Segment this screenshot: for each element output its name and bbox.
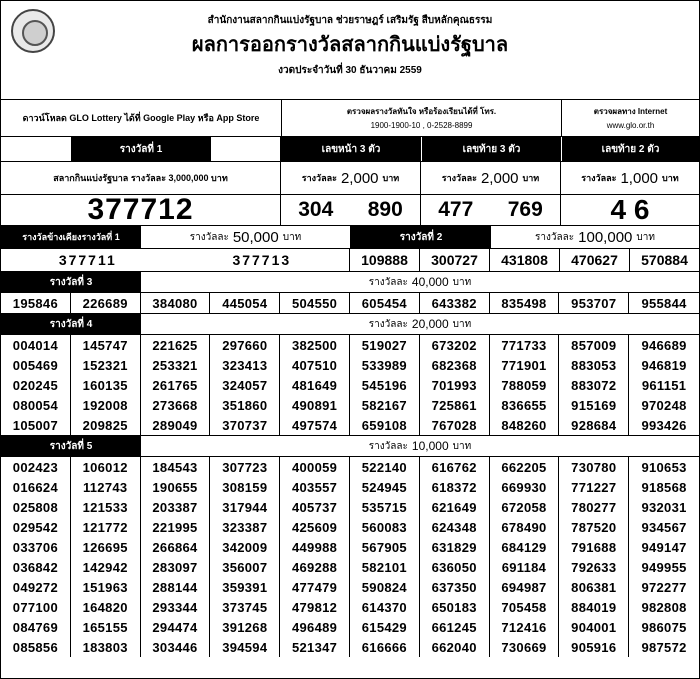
prize4-row xyxy=(1,355,699,375)
prize-number: 221995 xyxy=(141,517,211,537)
prize-number: 730780 xyxy=(559,457,629,477)
prize-number: 308159 xyxy=(210,477,280,497)
prize4-row xyxy=(1,375,699,395)
prize-number: 848260 xyxy=(490,415,560,435)
prize-number: 791688 xyxy=(559,537,629,557)
blank-cell xyxy=(1,137,71,161)
prize-number: 036842 xyxy=(1,557,71,577)
app-download-note: ดาวน์โหลด GLO Lottery ได้ที่ Google Play หรือ App Store xyxy=(1,100,282,136)
prize-number: 560083 xyxy=(350,517,420,537)
prize-number: 307723 xyxy=(210,457,280,477)
prize-number: 016624 xyxy=(1,477,71,497)
back2-number: 4 6 xyxy=(610,194,650,225)
prize-number: 370737 xyxy=(210,415,280,435)
prize-number: 535715 xyxy=(350,497,420,517)
prize-number: 792633 xyxy=(559,557,629,577)
internet-check-box xyxy=(562,100,699,136)
prize-number: 636050 xyxy=(420,557,490,577)
front3-number: 304 xyxy=(298,198,334,221)
prize-amount-row xyxy=(1,162,699,195)
prize-number: 672058 xyxy=(490,497,560,517)
back3-numbers xyxy=(421,195,561,225)
prize-number: 342009 xyxy=(210,537,280,557)
prize-number: 662205 xyxy=(490,457,560,477)
prize-number: 650183 xyxy=(420,597,490,617)
prize-number: 294474 xyxy=(141,617,211,637)
prize-number: 910653 xyxy=(641,459,687,475)
prize-number: 049272 xyxy=(1,577,71,597)
prize-number: 253321 xyxy=(141,355,211,375)
prize-number: 351860 xyxy=(210,395,280,415)
prize-number: 303446 xyxy=(141,637,211,657)
blank-cell xyxy=(211,137,281,161)
prize-number: 080054 xyxy=(1,395,71,415)
main-numbers-row xyxy=(1,195,699,226)
prize-number: 391268 xyxy=(210,617,280,637)
prize-number: 273668 xyxy=(141,395,211,415)
prize-number: 918568 xyxy=(641,479,687,495)
back2-heading: เลขท้าย 2 ตัว xyxy=(561,137,699,161)
prize-number: 673202 xyxy=(420,335,490,355)
prize-number: 533989 xyxy=(350,355,420,375)
prize-number: 615429 xyxy=(350,617,420,637)
prize-number: 184543 xyxy=(141,457,211,477)
prize-number: 479812 xyxy=(280,597,350,617)
prize-number: 405737 xyxy=(280,497,350,517)
back3-amount: รางวัลละ 2,000 บาท xyxy=(421,162,561,194)
prize5-row xyxy=(1,497,699,517)
prize5-grid xyxy=(1,457,699,657)
prize-number: 142942 xyxy=(71,557,141,577)
prize-number: 788059 xyxy=(490,375,560,395)
prize-number: 497574 xyxy=(280,415,350,435)
prize5-row xyxy=(1,617,699,637)
prize-number: 621649 xyxy=(420,497,490,517)
prize-number: 949147 xyxy=(641,539,687,555)
prize-number: 121533 xyxy=(71,497,141,517)
prize-number: 445054 xyxy=(210,293,280,313)
prize5-row xyxy=(1,537,699,557)
prize-number: 359391 xyxy=(210,577,280,597)
near1-heading: รางวัลข้างเคียงรางวัลที่ 1 xyxy=(1,226,141,248)
prize1-number-cell xyxy=(1,195,281,225)
prize-number: 691184 xyxy=(490,557,560,577)
prize1-heading: รางวัลที่ 1 xyxy=(71,137,211,161)
near1-number: 377711 xyxy=(58,252,117,268)
phone-check-title: ตรวจผลรางวัลทันใจ หรือร้องเรียนได้ที่ โทร. xyxy=(346,107,497,116)
page-title: ผลการออกรางวัลสลากกินแบ่งรัฐบาล xyxy=(191,34,509,56)
back2-amount: รางวัลละ 1,000 บาท xyxy=(581,169,679,187)
prize-number: 145747 xyxy=(71,335,141,355)
prize-number: 915169 xyxy=(559,395,629,415)
prize-number: 020245 xyxy=(1,375,71,395)
prize-number: 836655 xyxy=(490,395,560,415)
prize-number: 317944 xyxy=(210,497,280,517)
prize5-amount: รางวัลละ 10,000 บาท xyxy=(141,436,699,456)
prize-number: 519027 xyxy=(350,335,420,355)
info-row xyxy=(1,100,699,137)
prize-number: 730669 xyxy=(490,637,560,657)
prize-number: 567905 xyxy=(350,537,420,557)
prize2-number: 470627 xyxy=(560,249,630,271)
prize-number: 614370 xyxy=(350,597,420,617)
prize-number: 209825 xyxy=(71,415,141,435)
prize-number: 025808 xyxy=(1,497,71,517)
prize-number: 077100 xyxy=(1,597,71,617)
prize-number: 160135 xyxy=(71,375,141,395)
prize-number: 403557 xyxy=(280,477,350,497)
prize-number: 323413 xyxy=(210,355,280,375)
prize-number: 684129 xyxy=(490,537,560,557)
prize-number: 151963 xyxy=(71,577,141,597)
prize-number: 382500 xyxy=(280,335,350,355)
prize-number: 780277 xyxy=(559,497,629,517)
prize-number: 993426 xyxy=(641,417,687,433)
front3-amount: รางวัลละ 2,000 บาท xyxy=(281,162,421,194)
prize-number: 425609 xyxy=(280,517,350,537)
prize2-number: 300727 xyxy=(420,249,490,271)
prize-number: 637350 xyxy=(420,577,490,597)
prize-number: 787520 xyxy=(559,517,629,537)
prize-number: 504550 xyxy=(280,293,350,313)
prize2-heading: รางวัลที่ 2 xyxy=(351,226,491,248)
prize-number: 857009 xyxy=(559,335,629,355)
prize-number: 203387 xyxy=(141,497,211,517)
prize-number: 631829 xyxy=(420,537,490,557)
prize-number: 164820 xyxy=(71,597,141,617)
prize-number: 524945 xyxy=(350,477,420,497)
back3-heading: เลขท้าย 3 ตัว xyxy=(421,137,561,161)
prize-number: 582167 xyxy=(350,395,420,415)
prize-number: 987572 xyxy=(641,639,687,655)
prize-number: 982808 xyxy=(641,599,687,615)
prize-number: 126695 xyxy=(71,537,141,557)
prize-number: 661245 xyxy=(420,617,490,637)
prize-number: 582101 xyxy=(350,557,420,577)
prize-number: 288144 xyxy=(141,577,211,597)
near-and-prize2-numbers xyxy=(1,249,699,272)
prize-number: 373745 xyxy=(210,597,280,617)
back3-number: 477 xyxy=(438,198,474,221)
prize-number: 835498 xyxy=(490,293,560,313)
near1-numbers xyxy=(1,249,350,271)
prize-number: 767028 xyxy=(420,415,490,435)
prize5-row xyxy=(1,577,699,597)
prize-number: 324057 xyxy=(210,375,280,395)
prize3-grid xyxy=(1,293,699,314)
prize5-heading-row xyxy=(1,436,699,457)
prize-number: 545196 xyxy=(350,375,420,395)
prize-number: 946689 xyxy=(641,337,687,353)
prize-number: 033706 xyxy=(1,537,71,557)
prize-number: 662040 xyxy=(420,637,490,657)
prize5-row xyxy=(1,557,699,577)
prize-number: 394594 xyxy=(210,637,280,657)
prize4-row xyxy=(1,335,699,355)
prize-number: 678490 xyxy=(490,517,560,537)
prize-number: 986075 xyxy=(641,619,687,635)
prize-number: 946819 xyxy=(641,357,687,373)
website-url[interactable]: www.glo.or.th xyxy=(606,121,655,130)
prize1-number: 377712 xyxy=(87,193,194,226)
prize-number: 496489 xyxy=(280,617,350,637)
prize-number: 972277 xyxy=(641,579,687,595)
prize-number: 085856 xyxy=(1,637,71,657)
organization-name: สำนักงานสลากกินแบ่งรัฐบาล ช่วยราษฎร์ เสริมรัฐ สืบหลักคุณธรรม xyxy=(207,15,493,26)
prize-number: 112743 xyxy=(71,477,141,497)
prize-number: 297660 xyxy=(210,335,280,355)
prize-number: 904001 xyxy=(559,617,629,637)
prize-number: 323387 xyxy=(210,517,280,537)
prize2-number: 570884 xyxy=(641,252,688,268)
prize-number: 226689 xyxy=(71,293,141,313)
prize-number: 005469 xyxy=(1,355,71,375)
prize-number: 806381 xyxy=(559,577,629,597)
prize-number: 084769 xyxy=(1,617,71,637)
prize-number: 934567 xyxy=(641,519,687,535)
prize-number: 616762 xyxy=(420,457,490,477)
prize-number: 490891 xyxy=(280,395,350,415)
header xyxy=(1,1,699,100)
prize4-amount: รางวัลละ 20,000 บาท xyxy=(141,314,699,334)
prize-number: 221625 xyxy=(141,335,211,355)
prize-number: 002423 xyxy=(1,457,71,477)
prize-number: 266864 xyxy=(141,537,211,557)
prize-number: 883053 xyxy=(559,355,629,375)
prize4-heading: รางวัลที่ 4 xyxy=(1,314,141,334)
near1-amount: รางวัลละ 50,000 บาท xyxy=(141,226,351,248)
prize2-amount: รางวัลละ 100,000 บาท xyxy=(491,226,699,248)
prize-number: 725861 xyxy=(420,395,490,415)
prize-number: 105007 xyxy=(1,415,71,435)
prize-number: 106012 xyxy=(71,457,141,477)
prize-number: 616666 xyxy=(350,637,420,657)
prize4-grid xyxy=(1,335,699,436)
prize5-row xyxy=(1,597,699,617)
prize-number: 771733 xyxy=(490,335,560,355)
prize-number: 701993 xyxy=(420,375,490,395)
prize-number: 659108 xyxy=(350,415,420,435)
prize-number: 283097 xyxy=(141,557,211,577)
prize-number: 152321 xyxy=(71,355,141,375)
prize3-amount: รางวัลละ 40,000 บาท xyxy=(141,272,699,292)
prize-number: 121772 xyxy=(71,517,141,537)
prize5-row xyxy=(1,517,699,537)
prize-number: 590824 xyxy=(350,577,420,597)
prize-number: 469288 xyxy=(280,557,350,577)
prize-number: 928684 xyxy=(559,415,629,435)
prize3-heading: รางวัลที่ 3 xyxy=(1,272,141,292)
prize-number: 694987 xyxy=(490,577,560,597)
prize5-heading: รางวัลที่ 5 xyxy=(1,436,141,456)
prize-number: 605454 xyxy=(350,293,420,313)
prize-number: 961151 xyxy=(641,377,687,393)
prize-number: 192008 xyxy=(71,395,141,415)
prize-number: 004014 xyxy=(1,335,71,355)
prize4-row xyxy=(1,395,699,415)
prize-number: 883072 xyxy=(559,375,629,395)
prize-number: 522140 xyxy=(350,457,420,477)
prize-number: 949955 xyxy=(641,559,687,575)
prize-number: 029542 xyxy=(1,517,71,537)
back3-number: 769 xyxy=(507,198,543,221)
prize-number: 477479 xyxy=(280,577,350,597)
prize-number: 400059 xyxy=(280,457,350,477)
prize3-row xyxy=(1,293,699,313)
prize4-row xyxy=(1,415,699,435)
prize-number: 682368 xyxy=(420,355,490,375)
prize-number: 905916 xyxy=(559,637,629,657)
prize2-number: 109888 xyxy=(350,249,420,271)
prize-number: 195846 xyxy=(1,293,71,313)
draw-date: งวดประจำวันที่ 30 ธันวาคม 2559 xyxy=(278,65,422,76)
phone-numbers: 1900-1900-10 , 0-2528-8899 xyxy=(370,121,473,130)
prize-number: 624348 xyxy=(420,517,490,537)
prize-number: 289049 xyxy=(141,415,211,435)
prize-number: 953707 xyxy=(559,293,629,313)
prize2-number: 431808 xyxy=(490,249,560,271)
prize-number: 190655 xyxy=(141,477,211,497)
prize-number: 618372 xyxy=(420,477,490,497)
prize-number: 165155 xyxy=(71,617,141,637)
front3-number: 890 xyxy=(367,198,403,221)
prize-heading-row xyxy=(1,137,699,162)
prize1-amount: สลากกินแบ่งรัฐบาล รางวัลละ 3,000,000 บาท xyxy=(1,162,281,194)
prize5-row xyxy=(1,477,699,497)
prize-number: 407510 xyxy=(280,355,350,375)
prize-number: 955844 xyxy=(641,295,687,311)
prize-number: 481649 xyxy=(280,375,350,395)
front3-heading: เลขหน้า 3 ตัว xyxy=(281,137,421,161)
prize-number: 669930 xyxy=(490,477,560,497)
prize-number: 449988 xyxy=(280,537,350,557)
prize-number: 705458 xyxy=(490,597,560,617)
back2-number-cell xyxy=(561,195,699,225)
prize5-row xyxy=(1,637,699,657)
prize-number: 183803 xyxy=(71,637,141,657)
prize-number: 771901 xyxy=(490,355,560,375)
prize3-heading-row xyxy=(1,272,699,293)
front3-numbers xyxy=(281,195,421,225)
near-and-prize2-heading xyxy=(1,226,699,249)
prize-number: 356007 xyxy=(210,557,280,577)
internet-check-title: ตรวจผลทาง Internet xyxy=(593,107,668,116)
prize4-heading-row xyxy=(1,314,699,335)
prize-number: 932031 xyxy=(641,499,687,515)
prize-number: 970248 xyxy=(641,397,687,413)
near1-number: 377713 xyxy=(232,252,292,268)
prize-number: 771227 xyxy=(559,477,629,497)
phone-check-box xyxy=(282,100,562,136)
prize-number: 521347 xyxy=(280,637,350,657)
prize-number: 884019 xyxy=(559,597,629,617)
prize5-row xyxy=(1,457,699,477)
prize-number: 712416 xyxy=(490,617,560,637)
prize-number: 293344 xyxy=(141,597,211,617)
prize-number: 261765 xyxy=(141,375,211,395)
prize-number: 384080 xyxy=(141,293,211,313)
prize-number: 643382 xyxy=(420,293,490,313)
